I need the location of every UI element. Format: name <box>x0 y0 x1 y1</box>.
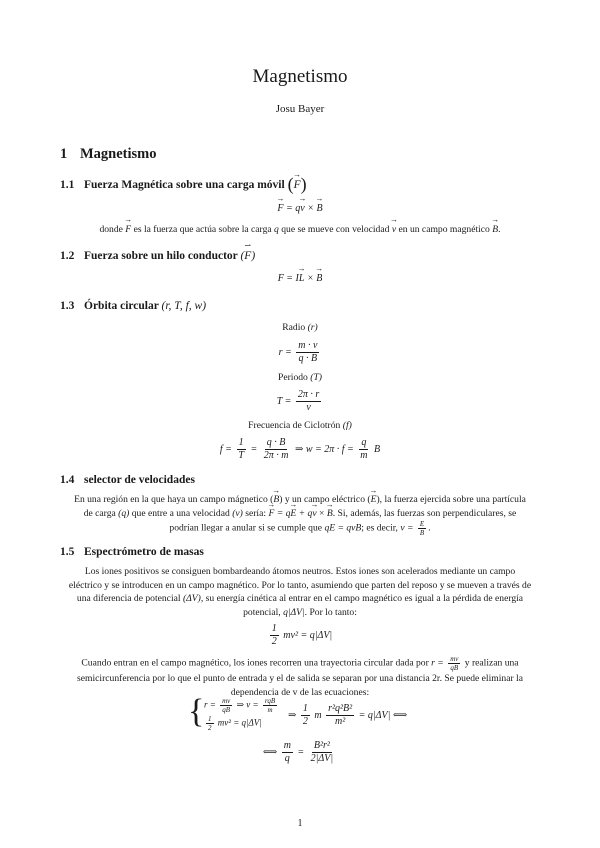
subsection-title: Fuerza sobre un hilo conductor <box>84 250 238 262</box>
denominator: 2 <box>208 724 212 732</box>
subsection-number: 1.1 <box>60 179 75 191</box>
text: donde <box>99 224 123 235</box>
label: Radio <box>282 322 306 333</box>
field-symbol: → B <box>273 493 279 507</box>
denominator: v <box>306 402 311 413</box>
section-number: 1 <box>60 146 68 162</box>
force-symbol: → F <box>268 507 274 521</box>
symbol: (r) <box>307 322 318 333</box>
numerator: 1 <box>302 703 308 714</box>
subsection-title: Espectrómetro de masas <box>84 546 204 558</box>
numerator: q <box>361 437 367 448</box>
velocity-symbol: → v <box>392 224 396 235</box>
subsection-number: 1.2 <box>60 250 75 262</box>
numerator: B²r² <box>313 740 330 751</box>
paragraph-mass-spectrometer-2 <box>56 655 544 699</box>
eq-times: × <box>307 203 314 214</box>
denominator: T <box>238 450 244 461</box>
numerator: q · B <box>266 437 286 448</box>
subsection-number: 1.3 <box>60 300 75 312</box>
denominator: m² <box>335 716 346 727</box>
eq-lhs: r = <box>278 346 292 358</box>
denominator: 2π · m <box>263 450 289 461</box>
line: En una región en la que haya un campo mágnetico (→ B) y un campo eléctrico (→ E), la fuerza ejercida sobre una partícula <box>56 493 544 507</box>
subsection-heading-1-5 <box>60 546 204 558</box>
numerator: m · v <box>298 340 318 351</box>
text: , la fuerza ejercida sobre una partícula <box>379 494 526 505</box>
frequency-label <box>60 420 540 431</box>
force-symbol: ⇀ F <box>244 250 251 262</box>
text: ; es decir, <box>361 522 398 534</box>
eq-part: r = <box>204 699 216 710</box>
label: Frecuencia de Ciclotrón <box>248 420 341 431</box>
symbol: q|ΔV| <box>283 606 305 618</box>
subsection-heading-1-1: 1.1 Fuerza Magnética sobre una carga móvil (→ F) <box>60 174 307 195</box>
eq-part: mv² = q|ΔV| <box>283 629 333 641</box>
document-title: Magnetismo <box>252 66 348 87</box>
denominator: B <box>419 529 425 537</box>
equation-final <box>60 740 540 765</box>
section-heading <box>60 146 157 163</box>
eq-part: v = <box>400 522 414 534</box>
eq-field: → B <box>316 273 322 284</box>
eq-times: × <box>319 507 325 519</box>
eq-part: = q <box>276 507 291 519</box>
eq-part: r = <box>431 657 444 669</box>
equation-lorentz <box>60 203 540 214</box>
symbol: (T) <box>310 372 322 383</box>
denominator: q · B <box>298 353 318 364</box>
text: es la fuerza que actúa sobre la carga <box>133 224 272 235</box>
field-symbol: → B <box>327 507 333 521</box>
section-title: Magnetismo <box>80 146 157 162</box>
system-result <box>288 703 407 728</box>
eq-part: ⟺ <box>262 746 278 758</box>
paragraph-mass-spectrometer-1 <box>56 565 544 619</box>
field-symbol: → B <box>492 224 498 235</box>
line: eléctrico y se introducen en un campo magnético. Por lo tanto, asumiendo que parten del reposo y se mueven a través de <box>68 579 532 591</box>
subsection-number: 1.5 <box>60 546 75 558</box>
text: y realizan una <box>464 657 519 669</box>
line: semicircunferencia por lo que el punto de entrada y el de salida se separan por una distancia 2r. Se puede eliminar la <box>77 673 523 684</box>
line <box>56 520 544 537</box>
numerator: 2π · r <box>297 389 320 400</box>
eq-part: = <box>297 746 305 758</box>
eq-part: m <box>314 709 322 721</box>
equation-system <box>188 695 448 735</box>
eq-part: ⇒ v = <box>236 699 259 710</box>
subsection-heading-1-2: 1.2 Fuerza sobre un hilo conductor (⇀ F) <box>60 250 255 262</box>
subsection-title: Fuerza Magnética sobre una carga móvil <box>84 179 285 191</box>
symbol: (ΔV) <box>182 593 201 604</box>
text: que entre a una velocidad <box>131 507 230 519</box>
eq-lhs: f = <box>219 443 232 455</box>
text: una diferencia de potencial <box>76 593 181 604</box>
document-author: Josu Bayer <box>275 103 325 115</box>
eq-part: + q <box>298 507 313 519</box>
numerator: rqB <box>264 697 276 705</box>
line: Los iones positivos se consiguen bombardeando átomos neutros. Estos iones son acelerados mediante un campo <box>84 566 516 577</box>
condition: qE = qvB <box>324 522 362 534</box>
text: y un campo eléctrico <box>284 494 365 505</box>
text: Cuando entran en el campo magnético, los iones recorren una trayectoria circular dada por <box>81 657 429 669</box>
numerator: 1 <box>208 715 212 723</box>
subsection-heading-1-4 <box>60 474 195 486</box>
eq-part: mv² = q|ΔV| <box>217 717 262 728</box>
text: potencial, <box>243 606 281 618</box>
denominator: m <box>360 450 368 461</box>
electric-field-symbol: → E <box>290 507 296 521</box>
system-line-2 <box>204 715 262 732</box>
force-symbol: → F <box>294 179 301 191</box>
eq-part: = <box>250 443 258 455</box>
symbol: (q) <box>118 507 130 519</box>
numerator: r²q²B² <box>328 703 353 714</box>
eq-velocity: → v <box>300 203 304 214</box>
symbol: (f) <box>342 420 352 431</box>
numerator: mv <box>222 697 231 705</box>
text: podrían llegar a anular si se cumple que <box>169 522 323 534</box>
denominator: 2 <box>271 636 277 647</box>
denominator: qB <box>450 664 459 672</box>
periodo-label <box>60 372 540 383</box>
denominator: 2|ΔV| <box>310 753 334 764</box>
eq-length: → L <box>299 273 305 284</box>
line <box>56 507 544 521</box>
eq-part: = q|ΔV| ⟺ <box>358 709 408 721</box>
line: dependencia de v de las ecuaciones: <box>230 686 370 698</box>
text: . Por lo tanto: <box>304 606 357 618</box>
text: en un campo magnético <box>398 224 490 235</box>
force-symbol: → F <box>125 224 131 235</box>
eq-times: × <box>306 273 314 284</box>
subsection-title: Órbita circular <box>84 300 159 312</box>
numerator: m <box>283 740 291 751</box>
velocity-symbol: → v <box>312 507 316 521</box>
eq-part: ⇒ w = 2π · f = <box>294 443 354 455</box>
subsection-params: (r, T, f, w) <box>161 300 207 312</box>
denominator: m <box>267 706 273 714</box>
numerator: mv <box>450 655 459 663</box>
denominator: qB <box>222 706 231 714</box>
equation-period <box>60 389 540 414</box>
charge-symbol: q <box>274 224 279 235</box>
text: . Si, además, las fuerzas son perpendiculares, se <box>332 507 517 519</box>
eq-lhs: → F <box>277 203 283 214</box>
page-number: 1 <box>297 818 303 829</box>
text: que se mueve con velocidad <box>281 224 390 235</box>
symbol: (v) <box>232 507 243 519</box>
eq-part: B <box>374 443 381 455</box>
eq-part: ⇒ <box>288 709 297 721</box>
numerator: E <box>419 520 425 528</box>
equation-wire-force <box>60 273 540 284</box>
subsection-title: selector de velocidades <box>84 474 195 486</box>
left-brace: { <box>188 693 205 730</box>
line <box>56 592 544 606</box>
system-line-1 <box>204 697 279 714</box>
paragraph-velocity-selector <box>56 493 544 537</box>
numerator: 1 <box>271 623 277 634</box>
denominator: 2 <box>302 716 308 727</box>
eq-field: → B <box>316 203 322 214</box>
subsection-number: 1.4 <box>60 474 75 486</box>
electric-field-symbol: → E <box>371 493 377 507</box>
subsection-heading-1-3 <box>60 300 206 312</box>
text: . <box>498 224 501 235</box>
radio-label <box>60 322 540 333</box>
paragraph-lorentz <box>60 224 540 235</box>
line <box>56 655 544 672</box>
equation-energy <box>60 623 540 648</box>
equation-radius <box>60 340 540 365</box>
eq-lhs: T = <box>276 395 292 407</box>
denominator: q <box>284 753 290 764</box>
text: sería: <box>245 507 267 519</box>
text: , su energía cinética al entrar en el campo magnético es igual a la pérdida de energía <box>200 593 524 604</box>
label: Periodo <box>278 372 308 383</box>
text: de carga <box>83 507 116 519</box>
eq-part: = q <box>286 203 301 214</box>
equation-frequency <box>60 437 540 462</box>
text: . <box>428 522 431 534</box>
line <box>56 606 544 620</box>
text: En una región en la que haya un campo mágnetico <box>74 494 268 505</box>
numerator: 1 <box>238 437 244 448</box>
eq-lhs: F = I <box>277 273 299 284</box>
